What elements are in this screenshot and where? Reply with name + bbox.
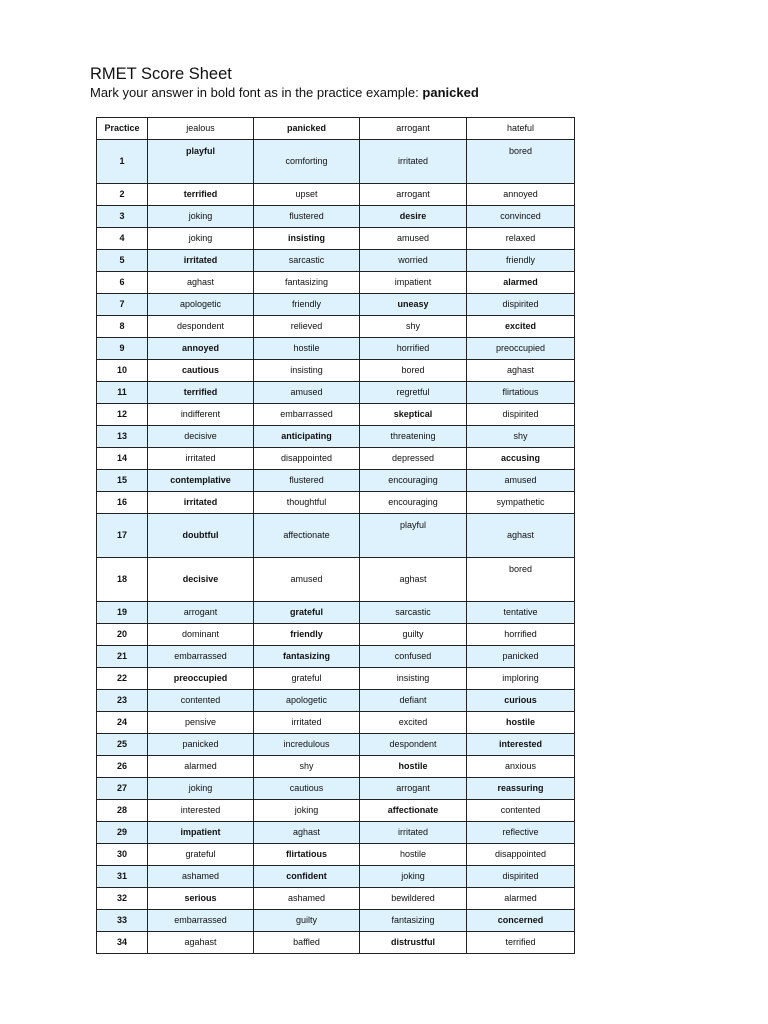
- answer-option[interactable]: amused: [254, 558, 360, 602]
- selected-answer-option[interactable]: excited: [467, 316, 575, 338]
- answer-option[interactable]: irritated: [148, 448, 254, 470]
- answer-option[interactable]: irritated: [360, 140, 467, 184]
- answer-option[interactable]: confused: [360, 646, 467, 668]
- answer-option[interactable]: threatening: [360, 426, 467, 448]
- item-row: [97, 866, 575, 888]
- answer-option[interactable]: decisive: [148, 426, 254, 448]
- selected-answer-option[interactable]: doubtful: [148, 514, 254, 558]
- item-number: 17: [97, 514, 148, 558]
- answer-option[interactable]: embarrassed: [148, 646, 254, 668]
- item-number: 25: [97, 734, 148, 756]
- item-row: [97, 382, 575, 404]
- item-number: 34: [97, 932, 148, 954]
- answer-option[interactable]: flustered: [254, 206, 360, 228]
- answer-option[interactable]: irritated: [360, 822, 467, 844]
- item-number: 16: [97, 492, 148, 514]
- answer-option[interactable]: dominant: [148, 624, 254, 646]
- item-number: 23: [97, 690, 148, 712]
- answer-option[interactable]: incredulous: [254, 734, 360, 756]
- answer-option[interactable]: disappointed: [254, 448, 360, 470]
- answer-option[interactable]: relieved: [254, 316, 360, 338]
- selected-answer-option[interactable]: serious: [148, 888, 254, 910]
- answer-option[interactable]: baffled: [254, 932, 360, 954]
- answer-option[interactable]: joking: [148, 778, 254, 800]
- answer-option[interactable]: dispirited: [467, 294, 575, 316]
- answer-option[interactable]: comforting: [254, 140, 360, 184]
- item-row: [97, 360, 575, 382]
- item-row: [97, 756, 575, 778]
- item-number: 26: [97, 756, 148, 778]
- item-number: 5: [97, 250, 148, 272]
- answer-option[interactable]: joking: [254, 800, 360, 822]
- selected-answer-option[interactable]: affectionate: [360, 800, 467, 822]
- selected-answer-option[interactable]: panicked: [254, 118, 360, 140]
- item-row: [97, 932, 575, 954]
- item-number: 33: [97, 910, 148, 932]
- practice-row: [97, 118, 575, 140]
- answer-option[interactable]: embarrassed: [254, 404, 360, 426]
- item-row: [97, 206, 575, 228]
- selected-answer-option[interactable]: accusing: [467, 448, 575, 470]
- item-row: [97, 338, 575, 360]
- answer-option[interactable]: despondent: [148, 316, 254, 338]
- answer-option[interactable]: shy: [360, 316, 467, 338]
- answer-option[interactable]: convinced: [467, 206, 575, 228]
- answer-option[interactable]: disappointed: [467, 844, 575, 866]
- answer-option[interactable]: fantasizing: [360, 910, 467, 932]
- selected-answer-option[interactable]: curious: [467, 690, 575, 712]
- item-number: 22: [97, 668, 148, 690]
- answer-option[interactable]: grateful: [254, 668, 360, 690]
- selected-answer-option[interactable]: irritated: [148, 492, 254, 514]
- answer-option[interactable]: jealous: [148, 118, 254, 140]
- selected-answer-option[interactable]: interested: [467, 734, 575, 756]
- item-row: [97, 228, 575, 250]
- answer-option[interactable]: grateful: [148, 844, 254, 866]
- selected-answer-option[interactable]: hostile: [360, 756, 467, 778]
- score-table: [96, 117, 575, 954]
- answer-option[interactable]: bewildered: [360, 888, 467, 910]
- answer-option[interactable]: friendly: [467, 250, 575, 272]
- item-row: [97, 910, 575, 932]
- answer-option[interactable]: aghast: [467, 360, 575, 382]
- answer-option[interactable]: pensive: [148, 712, 254, 734]
- item-number: 11: [97, 382, 148, 404]
- selected-answer-option[interactable]: flirtatious: [254, 844, 360, 866]
- item-row: [97, 602, 575, 624]
- answer-option[interactable]: excited: [360, 712, 467, 734]
- selected-answer-option[interactable]: confident: [254, 866, 360, 888]
- answer-option[interactable]: interested: [148, 800, 254, 822]
- answer-option[interactable]: flustered: [254, 470, 360, 492]
- answer-option[interactable]: shy: [467, 426, 575, 448]
- answer-option[interactable]: joking: [148, 228, 254, 250]
- answer-option[interactable]: fantasizing: [254, 272, 360, 294]
- item-number: 3: [97, 206, 148, 228]
- answer-option[interactable]: hostile: [254, 338, 360, 360]
- answer-option[interactable]: impatient: [360, 272, 467, 294]
- answer-option[interactable]: insisting: [254, 360, 360, 382]
- item-row: [97, 316, 575, 338]
- answer-option[interactable]: aghast: [467, 514, 575, 558]
- item-row: [97, 624, 575, 646]
- answer-option[interactable]: sarcastic: [254, 250, 360, 272]
- instruction-text: Mark your answer in bold font as in the practice example:: [90, 85, 419, 100]
- answer-option[interactable]: embarrassed: [148, 910, 254, 932]
- item-number: 20: [97, 624, 148, 646]
- item-number: 7: [97, 294, 148, 316]
- item-row: [97, 734, 575, 756]
- answer-option[interactable]: guilty: [254, 910, 360, 932]
- answer-option[interactable]: alarmed: [467, 888, 575, 910]
- practice-label: Practice: [97, 118, 148, 140]
- item-number: 8: [97, 316, 148, 338]
- item-number: 15: [97, 470, 148, 492]
- answer-option[interactable]: bored: [467, 140, 575, 184]
- item-row: [97, 888, 575, 910]
- selected-answer-option[interactable]: terrified: [148, 184, 254, 206]
- answer-option[interactable]: flirtatious: [467, 382, 575, 404]
- answer-option[interactable]: contented: [467, 800, 575, 822]
- item-number: 29: [97, 822, 148, 844]
- selected-answer-option[interactable]: preoccupied: [148, 668, 254, 690]
- item-number: 24: [97, 712, 148, 734]
- item-row: [97, 668, 575, 690]
- answer-option[interactable]: ashamed: [148, 866, 254, 888]
- selected-answer-option[interactable]: terrified: [148, 382, 254, 404]
- answer-option[interactable]: apologetic: [148, 294, 254, 316]
- selected-answer-option[interactable]: decisive: [148, 558, 254, 602]
- answer-option[interactable]: encouraging: [360, 470, 467, 492]
- selected-answer-option[interactable]: annoyed: [148, 338, 254, 360]
- item-row: [97, 294, 575, 316]
- answer-option[interactable]: worried: [360, 250, 467, 272]
- answer-option[interactable]: playful: [360, 514, 467, 558]
- selected-answer-option[interactable]: impatient: [148, 822, 254, 844]
- item-row: [97, 404, 575, 426]
- item-number: 21: [97, 646, 148, 668]
- answer-option[interactable]: irritated: [254, 712, 360, 734]
- item-row: [97, 778, 575, 800]
- answer-option[interactable]: sympathetic: [467, 492, 575, 514]
- instructions: [90, 84, 479, 102]
- answer-option[interactable]: dispirited: [467, 866, 575, 888]
- answer-option[interactable]: guilty: [360, 624, 467, 646]
- item-number: 18: [97, 558, 148, 602]
- item-number: 2: [97, 184, 148, 206]
- item-number: 32: [97, 888, 148, 910]
- selected-answer-option[interactable]: skeptical: [360, 404, 467, 426]
- answer-option[interactable]: regretful: [360, 382, 467, 404]
- answer-option[interactable]: agahast: [148, 932, 254, 954]
- item-row: [97, 140, 575, 184]
- item-row: [97, 250, 575, 272]
- selected-answer-option[interactable]: uneasy: [360, 294, 467, 316]
- item-row: [97, 844, 575, 866]
- answer-option[interactable]: amused: [360, 228, 467, 250]
- answer-option[interactable]: aghast: [148, 272, 254, 294]
- selected-answer-option[interactable]: fantasizing: [254, 646, 360, 668]
- answer-option[interactable]: arrogant: [360, 184, 467, 206]
- selected-answer-option[interactable]: alarmed: [467, 272, 575, 294]
- item-number: 27: [97, 778, 148, 800]
- selected-answer-option[interactable]: grateful: [254, 602, 360, 624]
- selected-answer-option[interactable]: cautious: [148, 360, 254, 382]
- answer-option[interactable]: horrified: [360, 338, 467, 360]
- answer-option[interactable]: anxious: [467, 756, 575, 778]
- item-row: [97, 448, 575, 470]
- item-row: [97, 558, 575, 602]
- selected-answer-option[interactable]: contemplative: [148, 470, 254, 492]
- item-number: 9: [97, 338, 148, 360]
- item-number: 1: [97, 140, 148, 184]
- answer-option[interactable]: panicked: [148, 734, 254, 756]
- answer-option[interactable]: hostile: [360, 844, 467, 866]
- item-row: [97, 514, 575, 558]
- answer-option[interactable]: panicked: [467, 646, 575, 668]
- item-number: 12: [97, 404, 148, 426]
- answer-option[interactable]: bored: [360, 360, 467, 382]
- answer-option[interactable]: tentative: [467, 602, 575, 624]
- answer-option[interactable]: shy: [254, 756, 360, 778]
- answer-option[interactable]: reflective: [467, 822, 575, 844]
- item-number: 30: [97, 844, 148, 866]
- answer-option[interactable]: despondent: [360, 734, 467, 756]
- answer-option[interactable]: sarcastic: [360, 602, 467, 624]
- selected-answer-option[interactable]: distrustful: [360, 932, 467, 954]
- item-number: 19: [97, 602, 148, 624]
- answer-option[interactable]: annoyed: [467, 184, 575, 206]
- answer-option[interactable]: thoughtful: [254, 492, 360, 514]
- item-row: [97, 690, 575, 712]
- item-row: [97, 426, 575, 448]
- item-row: [97, 800, 575, 822]
- answer-option[interactable]: friendly: [254, 294, 360, 316]
- score-table-body: [97, 118, 575, 954]
- answer-option[interactable]: preoccupied: [467, 338, 575, 360]
- item-row: [97, 492, 575, 514]
- answer-option[interactable]: amused: [467, 470, 575, 492]
- answer-option[interactable]: relaxed: [467, 228, 575, 250]
- answer-option[interactable]: arrogant: [148, 602, 254, 624]
- answer-option[interactable]: insisting: [360, 668, 467, 690]
- selected-answer-option[interactable]: friendly: [254, 624, 360, 646]
- item-number: 31: [97, 866, 148, 888]
- answer-option[interactable]: hateful: [467, 118, 575, 140]
- answer-option[interactable]: apologetic: [254, 690, 360, 712]
- item-row: [97, 272, 575, 294]
- item-number: 13: [97, 426, 148, 448]
- answer-option[interactable]: dispirited: [467, 404, 575, 426]
- selected-answer-option[interactable]: irritated: [148, 250, 254, 272]
- selected-answer-option[interactable]: playful: [148, 140, 254, 184]
- answer-option[interactable]: joking: [148, 206, 254, 228]
- example-word: panicked: [422, 85, 479, 100]
- item-number: 10: [97, 360, 148, 382]
- selected-answer-option[interactable]: hostile: [467, 712, 575, 734]
- answer-option[interactable]: affectionate: [254, 514, 360, 558]
- selected-answer-option[interactable]: reassuring: [467, 778, 575, 800]
- answer-option[interactable]: arrogant: [360, 118, 467, 140]
- answer-option[interactable]: encouraging: [360, 492, 467, 514]
- answer-option[interactable]: contented: [148, 690, 254, 712]
- item-row: [97, 184, 575, 206]
- item-row: [97, 470, 575, 492]
- answer-option[interactable]: depressed: [360, 448, 467, 470]
- answer-option[interactable]: amused: [254, 382, 360, 404]
- item-row: [97, 712, 575, 734]
- answer-option[interactable]: aghast: [254, 822, 360, 844]
- item-row: [97, 822, 575, 844]
- selected-answer-option[interactable]: concerned: [467, 910, 575, 932]
- item-number: 4: [97, 228, 148, 250]
- answer-option[interactable]: imploring: [467, 668, 575, 690]
- answer-option[interactable]: upset: [254, 184, 360, 206]
- answer-option[interactable]: ashamed: [254, 888, 360, 910]
- answer-option[interactable]: joking: [360, 866, 467, 888]
- item-number: 6: [97, 272, 148, 294]
- answer-option[interactable]: defiant: [360, 690, 467, 712]
- answer-option[interactable]: aghast: [360, 558, 467, 602]
- selected-answer-option[interactable]: anticipating: [254, 426, 360, 448]
- page-title: RMET Score Sheet: [90, 65, 232, 83]
- answer-option[interactable]: cautious: [254, 778, 360, 800]
- answer-option[interactable]: arrogant: [360, 778, 467, 800]
- item-row: [97, 646, 575, 668]
- selected-answer-option[interactable]: insisting: [254, 228, 360, 250]
- selected-answer-option[interactable]: desire: [360, 206, 467, 228]
- item-number: 28: [97, 800, 148, 822]
- answer-option[interactable]: indifferent: [148, 404, 254, 426]
- answer-option[interactable]: bored: [467, 558, 575, 602]
- answer-option[interactable]: horrified: [467, 624, 575, 646]
- answer-option[interactable]: alarmed: [148, 756, 254, 778]
- item-number: 14: [97, 448, 148, 470]
- answer-option[interactable]: terrified: [467, 932, 575, 954]
